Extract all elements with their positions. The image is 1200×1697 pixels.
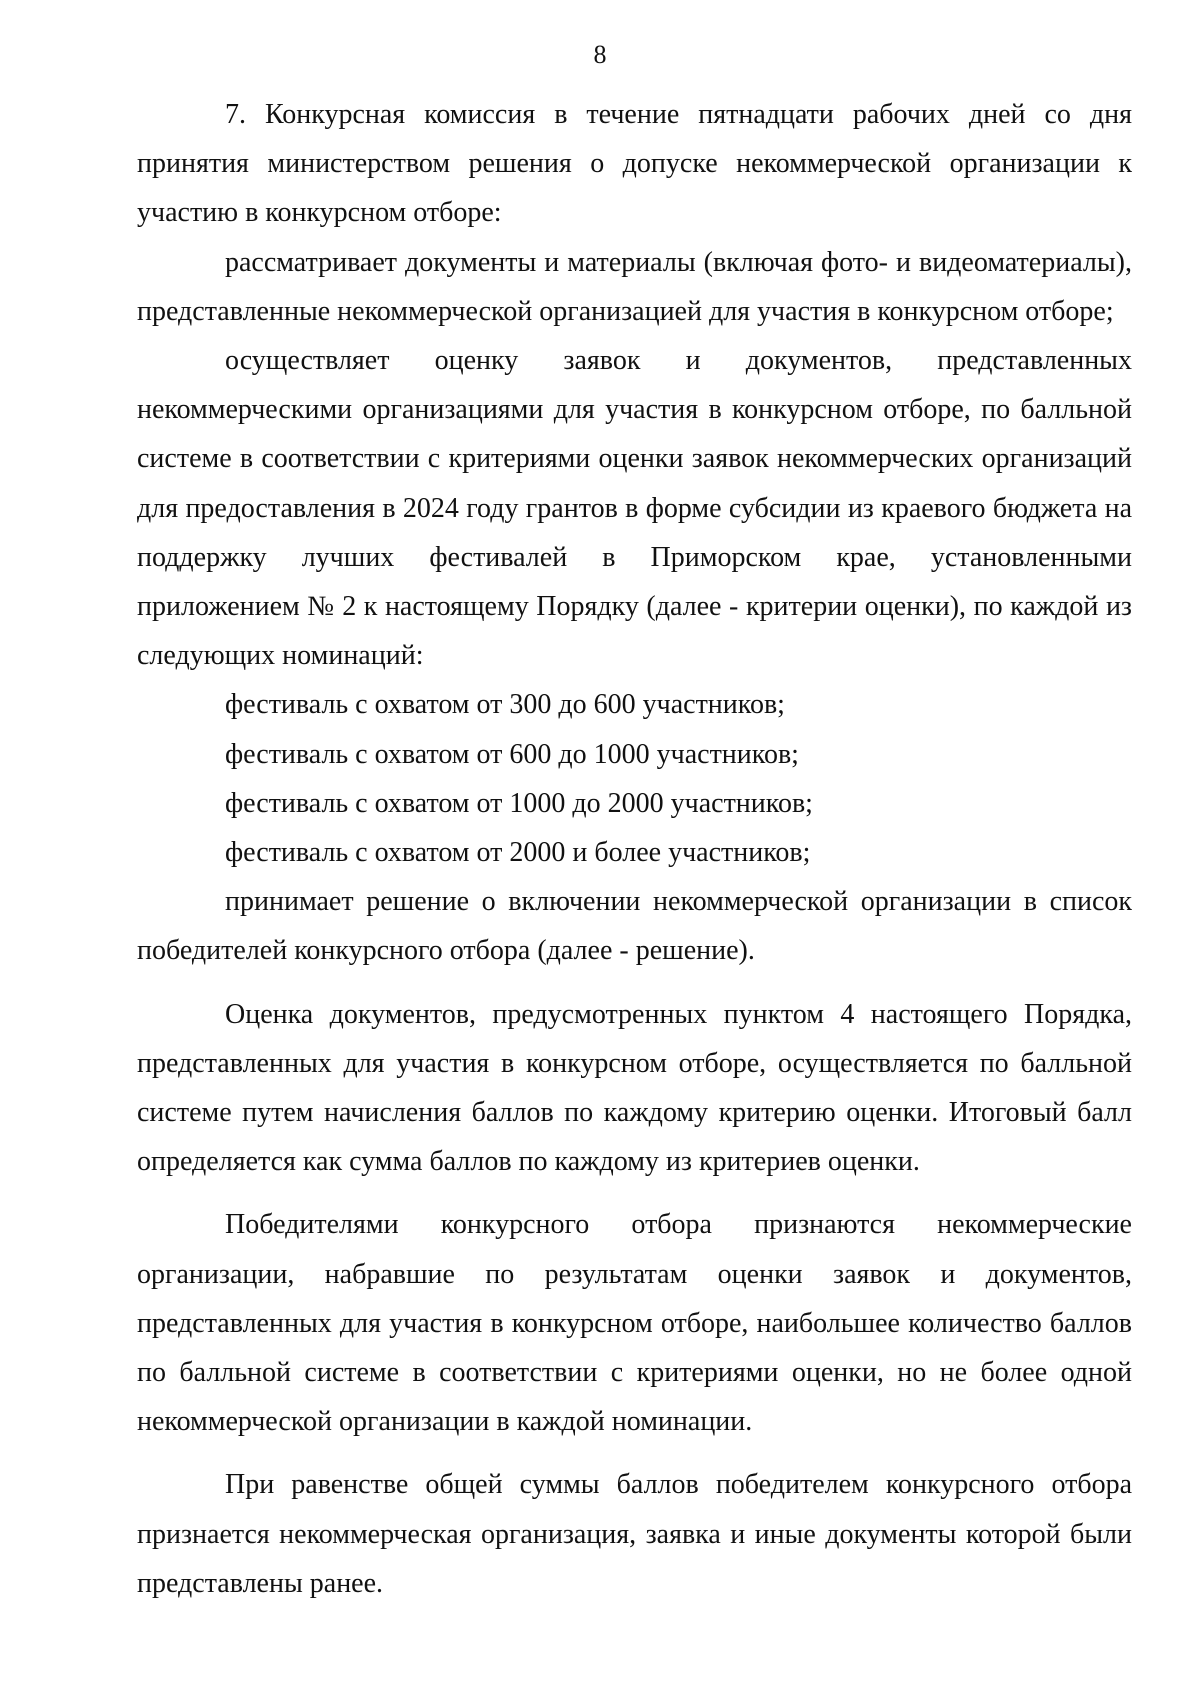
nomination-item: фестиваль с охватом от 600 до 1000 участников; (225, 738, 799, 770)
paragraph-evaluates-applications: осуществляет оценку заявок и документов, представленных некоммерческими организациями для участия в конкурсном отборе, по балльной системе в соответствии с критериями оценки заявок некоммерческих организаций для предоставления в 2024 году грантов в форме субсидии из краевого бюджета на поддержку лучших фестивалей в Приморском крае, установленными приложением № 2 к настоящему Порядку (далее - критерии оценки), по каждой из следующих номинаций: (137, 345, 1132, 672)
paragraph-winners: Победителями конкурсного отбора признаются некоммерческие организации, набравшие по результатам оценки заявок и документов, представленных для участия в конкурсном отборе, наибольшее количество баллов по балльной системе в соответствии с критериями оценки, но не более одной некоммерческой организации в каждой номинации. (137, 1209, 1132, 1438)
paragraph-makes-decision: принимает решение о включении некоммерческой организации в список победителей конкурсного отбора (далее - решение). (137, 886, 1132, 967)
page-number: 8 (593, 40, 607, 69)
paragraph-tie-rule: При равенстве общей суммы баллов победителем конкурсного отбора признается некоммерческая организация, заявка и иные документы которой были представлены ранее. (137, 1469, 1132, 1599)
paragraph-reviews-documents: рассматривает документы и материалы (включая фото- и видеоматериалы), представленные некоммерческой организацией для участия в конкурсном отборе; (137, 246, 1132, 327)
paragraph-evaluation-method: Оценка документов, предусмотренных пунктом 4 настоящего Порядка, представленных для участия в конкурсном отборе, осуществляется по балльной системе путем начисления баллов по каждому критерию оценки. Итоговый балл определяется как сумма баллов по каждому из критериев оценки. (137, 998, 1132, 1178)
document-body (137, 90, 1132, 1608)
nomination-item: фестиваль с охватом от 1000 до 2000 участников; (225, 787, 813, 819)
nomination-item: фестиваль с охватом от 2000 и более участников; (225, 837, 811, 869)
paragraph-7-intro: 7. Конкурсная комиссия в течение пятнадцати рабочих дней со дня принятия министерством решения о допуске некоммерческой организации к участию в конкурсном отборе: (137, 99, 1132, 229)
nomination-item: фестиваль с охватом от 300 до 600 участников; (225, 689, 785, 721)
